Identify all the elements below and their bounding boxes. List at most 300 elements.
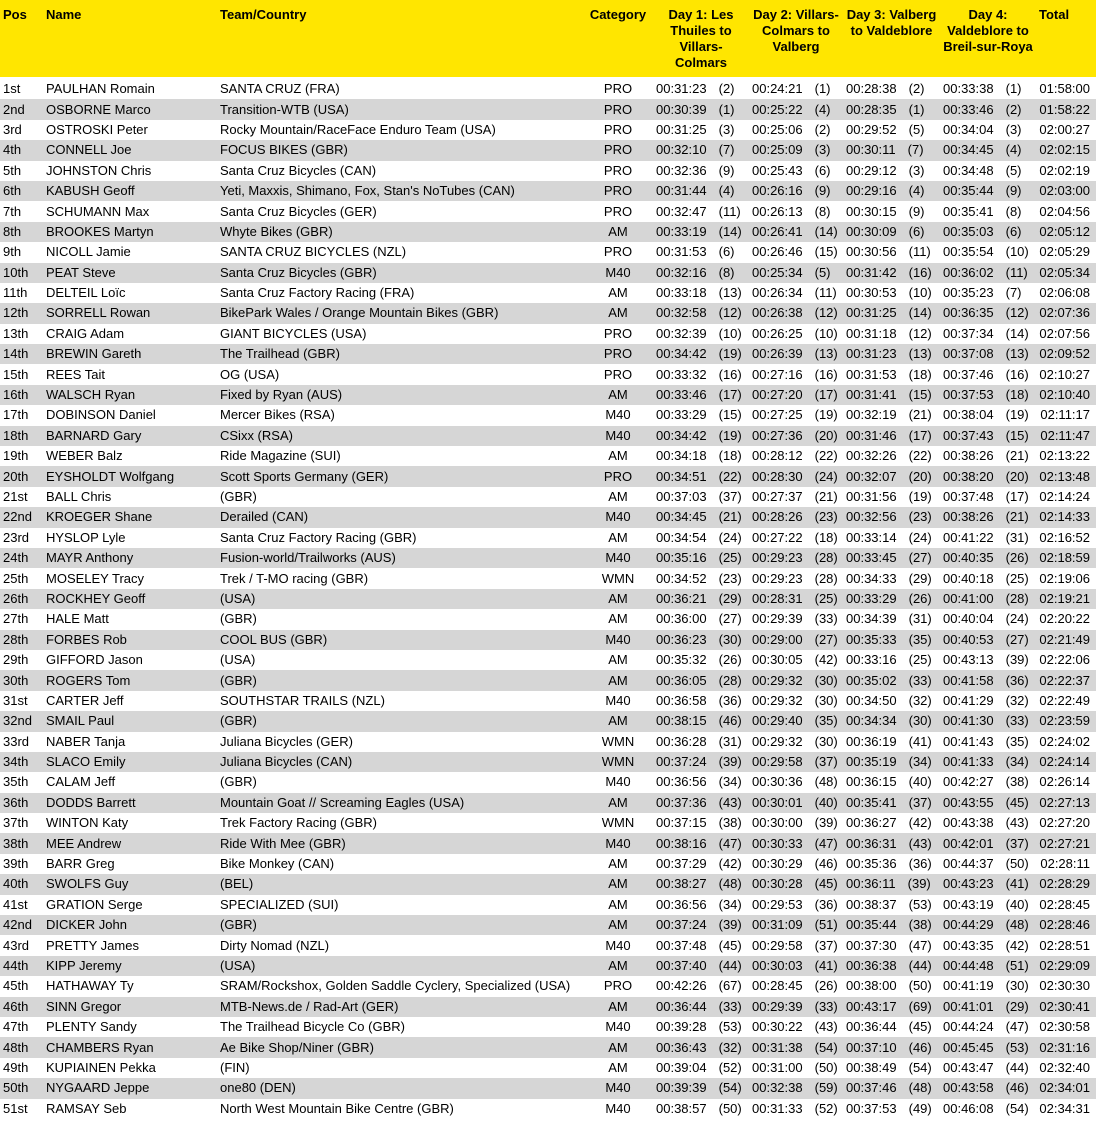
cell-day3 bbox=[843, 99, 940, 119]
day1-time: 00:37:24 bbox=[656, 754, 707, 770]
day3-time: 00:30:11 bbox=[846, 142, 896, 158]
day4-time: 00:37:34 bbox=[943, 325, 994, 341]
cell-day1 bbox=[653, 1058, 749, 1078]
day1-rank: (44) bbox=[718, 957, 742, 973]
cell-total: 02:07:56 bbox=[1036, 324, 1096, 344]
cell-day2 bbox=[749, 976, 843, 996]
day2-time: 00:31:00 bbox=[752, 1059, 803, 1075]
day3-rank: (38) bbox=[908, 917, 932, 933]
day3-rank: (45) bbox=[908, 1019, 932, 1035]
cell-name: PEAT Steve bbox=[43, 263, 217, 283]
cell-day4 bbox=[940, 1078, 1036, 1098]
cell-day1 bbox=[653, 568, 749, 588]
cell-day1 bbox=[653, 772, 749, 792]
cell-pos: 2nd bbox=[0, 99, 43, 119]
day3-rank: (14) bbox=[908, 305, 932, 321]
day2-rank: (27) bbox=[814, 631, 838, 647]
day2-time: 00:30:28 bbox=[752, 876, 803, 892]
day1-time: 00:32:47 bbox=[656, 203, 707, 219]
cell-day2 bbox=[749, 487, 843, 507]
day4-rank: (3) bbox=[1005, 121, 1022, 137]
day4-time: 00:43:13 bbox=[943, 652, 994, 668]
day4-rank: (37) bbox=[1005, 835, 1029, 851]
cell-name: DODDS Barrett bbox=[43, 793, 217, 813]
cell-category: AM bbox=[583, 385, 653, 405]
day2-time: 00:30:29 bbox=[752, 856, 803, 872]
day4-rank: (41) bbox=[1005, 876, 1029, 892]
day2-rank: (59) bbox=[814, 1080, 838, 1096]
day4-rank: (2) bbox=[1005, 101, 1022, 117]
cell-name: FORBES Rob bbox=[43, 630, 217, 650]
day4-time: 00:40:04 bbox=[943, 611, 994, 627]
day4-time: 00:38:26 bbox=[943, 509, 994, 525]
day1-rank: (53) bbox=[718, 1019, 742, 1035]
day1-rank: (11) bbox=[718, 203, 741, 219]
cell-day2 bbox=[749, 99, 843, 119]
day4-rank: (9) bbox=[1005, 183, 1022, 199]
cell-total: 02:04:56 bbox=[1036, 201, 1096, 221]
table-row bbox=[0, 813, 1096, 833]
cell-day4 bbox=[940, 507, 1036, 527]
cell-pos: 35th bbox=[0, 772, 43, 792]
cell-pos: 23rd bbox=[0, 528, 43, 548]
table-row bbox=[0, 1037, 1096, 1057]
cell-pos: 27th bbox=[0, 609, 43, 629]
cell-team: FOCUS BIKES (GBR) bbox=[217, 140, 583, 160]
header-total: Total bbox=[1036, 0, 1096, 78]
cell-day3 bbox=[843, 181, 940, 201]
cell-pos: 42nd bbox=[0, 915, 43, 935]
day2-time: 00:26:46 bbox=[752, 244, 803, 260]
day2-time: 00:29:58 bbox=[752, 937, 803, 953]
day4-rank: (4) bbox=[1005, 142, 1022, 158]
day4-rank: (53) bbox=[1005, 1039, 1029, 1055]
day3-rank: (34) bbox=[908, 754, 932, 770]
table-row bbox=[0, 1017, 1096, 1037]
day2-time: 00:29:00 bbox=[752, 631, 803, 647]
day2-rank: (1) bbox=[814, 81, 831, 97]
cell-day1 bbox=[653, 976, 749, 996]
table-row bbox=[0, 528, 1096, 548]
day4-time: 00:36:35 bbox=[943, 305, 994, 321]
cell-pos: 6th bbox=[0, 181, 43, 201]
day4-rank: (7) bbox=[1005, 285, 1022, 301]
table-row bbox=[0, 670, 1096, 690]
day2-time: 00:27:36 bbox=[752, 427, 803, 443]
day3-rank: (13) bbox=[908, 346, 932, 362]
cell-pos: 14th bbox=[0, 344, 43, 364]
cell-day1 bbox=[653, 303, 749, 323]
cell-pos: 18th bbox=[0, 426, 43, 446]
cell-total: 02:16:52 bbox=[1036, 528, 1096, 548]
cell-team: Trek / T-MO racing (GBR) bbox=[217, 568, 583, 588]
day3-time: 00:37:46 bbox=[846, 1080, 897, 1096]
cell-pos: 11th bbox=[0, 283, 43, 303]
day2-time: 00:27:22 bbox=[752, 529, 803, 545]
cell-category: PRO bbox=[583, 976, 653, 996]
cell-team: MTB-News.de / Rad-Art (GER) bbox=[217, 997, 583, 1017]
day1-time: 00:37:40 bbox=[656, 957, 707, 973]
cell-category: AM bbox=[583, 446, 653, 466]
day1-rank: (1) bbox=[718, 101, 735, 117]
day2-time: 00:27:16 bbox=[752, 366, 803, 382]
header-day2: Day 2: Villars-Colmars to Valberg bbox=[749, 0, 843, 78]
day3-rank: (10) bbox=[908, 285, 932, 301]
day4-time: 00:38:26 bbox=[943, 448, 994, 464]
cell-category: AM bbox=[583, 303, 653, 323]
header-name: Name bbox=[43, 0, 217, 78]
day4-time: 00:40:53 bbox=[943, 631, 994, 647]
day2-time: 00:26:38 bbox=[752, 305, 803, 321]
cell-day2 bbox=[749, 956, 843, 976]
cell-day1 bbox=[653, 589, 749, 609]
cell-total: 01:58:22 bbox=[1036, 99, 1096, 119]
cell-category: AM bbox=[583, 528, 653, 548]
day2-time: 00:31:33 bbox=[752, 1100, 803, 1116]
day3-rank: (15) bbox=[908, 387, 932, 403]
day2-rank: (9) bbox=[814, 183, 831, 199]
cell-pos: 40th bbox=[0, 874, 43, 894]
cell-name: HALE Matt bbox=[43, 609, 217, 629]
day3-time: 00:32:07 bbox=[846, 468, 897, 484]
cell-total: 02:27:20 bbox=[1036, 813, 1096, 833]
cell-day2 bbox=[749, 874, 843, 894]
table-row bbox=[0, 915, 1096, 935]
cell-team: Ae Bike Shop/Niner (GBR) bbox=[217, 1037, 583, 1057]
day3-time: 00:34:39 bbox=[846, 611, 897, 627]
cell-total: 02:19:06 bbox=[1036, 568, 1096, 588]
day3-rank: (2) bbox=[908, 81, 925, 97]
day1-time: 00:38:15 bbox=[656, 713, 707, 729]
cell-day4 bbox=[940, 589, 1036, 609]
cell-day2 bbox=[749, 589, 843, 609]
day1-time: 00:42:26 bbox=[656, 978, 707, 994]
day3-time: 00:31:23 bbox=[846, 346, 897, 362]
cell-team: Whyte Bikes (GBR) bbox=[217, 222, 583, 242]
day1-rank: (15) bbox=[718, 407, 742, 423]
day3-rank: (49) bbox=[908, 1100, 932, 1116]
cell-day3 bbox=[843, 364, 940, 384]
day4-time: 00:38:04 bbox=[943, 407, 994, 423]
cell-pos: 45th bbox=[0, 976, 43, 996]
cell-team: COOL BUS (GBR) bbox=[217, 630, 583, 650]
day3-rank: (17) bbox=[908, 427, 932, 443]
cell-category: WMN bbox=[583, 752, 653, 772]
day3-rank: (9) bbox=[908, 203, 925, 219]
table-row bbox=[0, 507, 1096, 527]
day2-rank: (40) bbox=[814, 794, 838, 810]
cell-day2 bbox=[749, 935, 843, 955]
cell-day3 bbox=[843, 997, 940, 1017]
cell-category: M40 bbox=[583, 1078, 653, 1098]
cell-day3 bbox=[843, 752, 940, 772]
cell-category: M40 bbox=[583, 1017, 653, 1037]
cell-total: 02:11:17 bbox=[1036, 405, 1096, 425]
day1-time: 00:33:32 bbox=[656, 366, 707, 382]
cell-day3 bbox=[843, 426, 940, 446]
cell-name: KIPP Jeremy bbox=[43, 956, 217, 976]
cell-day4 bbox=[940, 303, 1036, 323]
day1-time: 00:34:52 bbox=[656, 570, 707, 586]
day2-time: 00:31:09 bbox=[752, 917, 803, 933]
day4-rank: (13) bbox=[1005, 346, 1029, 362]
cell-team: Mountain Goat // Screaming Eagles (USA) bbox=[217, 793, 583, 813]
cell-total: 02:23:59 bbox=[1036, 711, 1096, 731]
cell-name: HYSLOP Lyle bbox=[43, 528, 217, 548]
cell-day4 bbox=[940, 446, 1036, 466]
cell-pos: 8th bbox=[0, 222, 43, 242]
cell-name: HATHAWAY Ty bbox=[43, 976, 217, 996]
cell-day2 bbox=[749, 833, 843, 853]
day1-time: 00:33:29 bbox=[656, 407, 707, 423]
cell-pos: 1st bbox=[0, 78, 43, 99]
cell-day3 bbox=[843, 874, 940, 894]
cell-day2 bbox=[749, 466, 843, 486]
cell-total: 02:28:45 bbox=[1036, 895, 1096, 915]
day1-rank: (67) bbox=[718, 978, 742, 994]
cell-category: WMN bbox=[583, 813, 653, 833]
day3-rank: (54) bbox=[908, 1059, 932, 1075]
day4-rank: (43) bbox=[1005, 815, 1029, 831]
cell-pos: 39th bbox=[0, 854, 43, 874]
cell-pos: 46th bbox=[0, 997, 43, 1017]
cell-day1 bbox=[653, 324, 749, 344]
day2-time: 00:25:06 bbox=[752, 121, 803, 137]
cell-pos: 43rd bbox=[0, 935, 43, 955]
cell-day2 bbox=[749, 528, 843, 548]
cell-day1 bbox=[653, 201, 749, 221]
cell-category: PRO bbox=[583, 242, 653, 262]
table-row bbox=[0, 201, 1096, 221]
cell-day4 bbox=[940, 670, 1036, 690]
day2-rank: (54) bbox=[814, 1039, 838, 1055]
table-row bbox=[0, 630, 1096, 650]
day1-time: 00:36:00 bbox=[656, 611, 707, 627]
cell-day2 bbox=[749, 1037, 843, 1057]
day3-time: 00:37:53 bbox=[846, 1100, 897, 1116]
day1-rank: (17) bbox=[718, 387, 742, 403]
cell-team: Juliana Bicycles (GER) bbox=[217, 732, 583, 752]
cell-total: 02:02:19 bbox=[1036, 161, 1096, 181]
day3-time: 00:28:38 bbox=[846, 81, 897, 97]
cell-day1 bbox=[653, 78, 749, 99]
day1-rank: (33) bbox=[718, 998, 742, 1014]
day2-rank: (25) bbox=[814, 590, 838, 606]
cell-total: 02:28:11 bbox=[1036, 854, 1096, 874]
cell-day4 bbox=[940, 772, 1036, 792]
day2-time: 00:25:34 bbox=[752, 264, 803, 280]
cell-total: 02:22:49 bbox=[1036, 691, 1096, 711]
day2-rank: (22) bbox=[814, 448, 838, 464]
day4-rank: (21) bbox=[1005, 448, 1029, 464]
day3-rank: (30) bbox=[908, 713, 932, 729]
cell-team: Santa Cruz Factory Racing (GBR) bbox=[217, 528, 583, 548]
cell-pos: 28th bbox=[0, 630, 43, 650]
day1-rank: (46) bbox=[718, 713, 742, 729]
day1-time: 00:34:42 bbox=[656, 427, 707, 443]
day4-rank: (51) bbox=[1005, 957, 1029, 973]
day1-time: 00:30:39 bbox=[656, 101, 707, 117]
day3-time: 00:36:31 bbox=[846, 835, 897, 851]
cell-total: 02:13:48 bbox=[1036, 466, 1096, 486]
cell-day4 bbox=[940, 752, 1036, 772]
day3-time: 00:33:29 bbox=[846, 590, 897, 606]
day1-rank: (39) bbox=[718, 917, 742, 933]
cell-day3 bbox=[843, 528, 940, 548]
day3-rank: (19) bbox=[908, 489, 932, 504]
cell-category: AM bbox=[583, 589, 653, 609]
day4-rank: (38) bbox=[1005, 774, 1029, 790]
day2-time: 00:27:20 bbox=[752, 387, 803, 403]
day1-time: 00:31:25 bbox=[656, 121, 707, 137]
cell-team: one80 (DEN) bbox=[217, 1078, 583, 1098]
day3-time: 00:32:56 bbox=[846, 509, 897, 525]
day3-time: 00:32:19 bbox=[846, 407, 897, 423]
cell-day3 bbox=[843, 630, 940, 650]
cell-team: SPECIALIZED (SUI) bbox=[217, 895, 583, 915]
day4-rank: (17) bbox=[1005, 489, 1029, 504]
day1-time: 00:39:39 bbox=[656, 1080, 707, 1096]
day2-rank: (28) bbox=[814, 550, 838, 566]
day3-time: 00:33:14 bbox=[846, 529, 897, 545]
cell-day2 bbox=[749, 895, 843, 915]
day3-rank: (16) bbox=[908, 264, 932, 280]
cell-name: PLENTY Sandy bbox=[43, 1017, 217, 1037]
cell-total: 02:18:59 bbox=[1036, 548, 1096, 568]
day3-rank: (43) bbox=[908, 835, 932, 851]
day3-rank: (29) bbox=[908, 570, 932, 586]
day1-rank: (36) bbox=[718, 692, 742, 708]
cell-total: 02:02:15 bbox=[1036, 140, 1096, 160]
results-body bbox=[0, 78, 1096, 1119]
day3-time: 00:31:25 bbox=[846, 305, 897, 321]
cell-team: (GBR) bbox=[217, 609, 583, 629]
cell-total: 02:32:40 bbox=[1036, 1058, 1096, 1078]
day2-rank: (42) bbox=[814, 652, 838, 668]
cell-team: Dirty Nomad (NZL) bbox=[217, 935, 583, 955]
cell-total: 02:24:02 bbox=[1036, 732, 1096, 752]
day2-time: 00:29:39 bbox=[752, 998, 803, 1014]
cell-team: Yeti, Maxxis, Shimano, Fox, Stan's NoTubes (CAN) bbox=[217, 181, 583, 201]
day4-rank: (47) bbox=[1005, 1019, 1029, 1035]
day4-time: 00:42:01 bbox=[943, 835, 994, 851]
cell-day2 bbox=[749, 446, 843, 466]
cell-day3 bbox=[843, 324, 940, 344]
cell-day2 bbox=[749, 1078, 843, 1098]
day2-rank: (47) bbox=[814, 835, 838, 851]
cell-day2 bbox=[749, 915, 843, 935]
cell-day3 bbox=[843, 1017, 940, 1037]
cell-day1 bbox=[653, 895, 749, 915]
day2-time: 00:29:40 bbox=[752, 713, 803, 729]
cell-category: AM bbox=[583, 487, 653, 507]
cell-day1 bbox=[653, 487, 749, 507]
day2-rank: (41) bbox=[814, 957, 838, 973]
table-row bbox=[0, 140, 1096, 160]
cell-day4 bbox=[940, 99, 1036, 119]
day1-time: 00:36:23 bbox=[656, 631, 707, 647]
day2-rank: (4) bbox=[814, 101, 831, 117]
day1-rank: (34) bbox=[718, 896, 742, 912]
day4-rank: (12) bbox=[1005, 305, 1029, 321]
cell-team: (BEL) bbox=[217, 874, 583, 894]
cell-day3 bbox=[843, 507, 940, 527]
cell-day3 bbox=[843, 813, 940, 833]
cell-category: AM bbox=[583, 670, 653, 690]
cell-pos: 47th bbox=[0, 1017, 43, 1037]
cell-day1 bbox=[653, 344, 749, 364]
day3-rank: (48) bbox=[908, 1080, 932, 1096]
header-category: Category bbox=[583, 0, 653, 78]
cell-name: CALAM Jeff bbox=[43, 772, 217, 792]
cell-day3 bbox=[843, 854, 940, 874]
day3-rank: (21) bbox=[908, 407, 932, 423]
day4-time: 00:46:08 bbox=[943, 1100, 994, 1116]
day2-time: 00:28:26 bbox=[752, 509, 803, 525]
day1-rank: (29) bbox=[718, 590, 742, 606]
cell-name: ROGERS Tom bbox=[43, 670, 217, 690]
day2-rank: (23) bbox=[814, 509, 838, 525]
cell-name: DICKER John bbox=[43, 915, 217, 935]
day2-rank: (46) bbox=[814, 856, 838, 872]
cell-day4 bbox=[940, 263, 1036, 283]
cell-category: PRO bbox=[583, 324, 653, 344]
cell-total: 02:30:41 bbox=[1036, 997, 1096, 1017]
cell-pos: 25th bbox=[0, 568, 43, 588]
day2-rank: (15) bbox=[814, 244, 838, 260]
header-pos: Pos bbox=[0, 0, 43, 78]
day1-rank: (54) bbox=[718, 1080, 742, 1096]
cell-name: GIFFORD Jason bbox=[43, 650, 217, 670]
day1-rank: (31) bbox=[718, 733, 742, 749]
cell-total: 02:30:30 bbox=[1036, 976, 1096, 996]
day1-time: 00:31:44 bbox=[656, 183, 707, 199]
day4-rank: (16) bbox=[1005, 366, 1029, 382]
cell-pos: 30th bbox=[0, 670, 43, 690]
day4-time: 00:41:22 bbox=[943, 529, 994, 545]
table-row bbox=[0, 956, 1096, 976]
day4-rank: (30) bbox=[1005, 978, 1029, 994]
cell-day1 bbox=[653, 935, 749, 955]
day4-time: 00:41:29 bbox=[943, 692, 994, 708]
day4-time: 00:43:58 bbox=[943, 1080, 994, 1096]
cell-day3 bbox=[843, 78, 940, 99]
cell-name: BARR Greg bbox=[43, 854, 217, 874]
day1-rank: (42) bbox=[718, 856, 742, 872]
cell-pos: 9th bbox=[0, 242, 43, 262]
day2-time: 00:29:32 bbox=[752, 733, 803, 749]
day1-rank: (30) bbox=[718, 631, 742, 647]
table-row bbox=[0, 609, 1096, 629]
cell-category: AM bbox=[583, 997, 653, 1017]
day1-rank: (3) bbox=[718, 121, 735, 137]
cell-day4 bbox=[940, 854, 1036, 874]
cell-day1 bbox=[653, 446, 749, 466]
cell-day3 bbox=[843, 283, 940, 303]
day4-time: 00:34:45 bbox=[943, 142, 994, 158]
day1-rank: (16) bbox=[718, 366, 742, 382]
cell-category: WMN bbox=[583, 568, 653, 588]
cell-day4 bbox=[940, 895, 1036, 915]
cell-day4 bbox=[940, 405, 1036, 425]
day2-time: 00:30:01 bbox=[752, 794, 803, 810]
cell-total: 02:07:36 bbox=[1036, 303, 1096, 323]
day1-time: 00:34:42 bbox=[656, 346, 707, 362]
header-team: Team/Country bbox=[217, 0, 583, 78]
cell-day4 bbox=[940, 78, 1036, 99]
cell-day3 bbox=[843, 120, 940, 140]
cell-pos: 3rd bbox=[0, 120, 43, 140]
